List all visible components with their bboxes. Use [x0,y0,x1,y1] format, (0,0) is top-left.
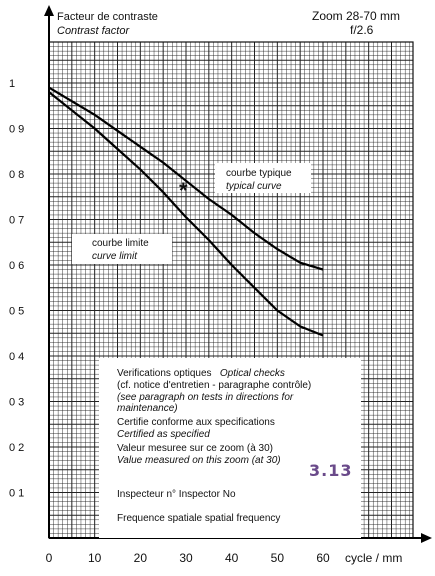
y-tick-label: 1 [9,78,16,90]
y-axis-title-fr: Facteur de contraste [57,11,158,23]
note-value-en: Value measured on this zoom (at 30) [117,455,281,466]
y-tick-label: 0 5 [9,305,25,318]
y-tick-label: 0 9 [9,123,25,136]
limit-curve-label-en: curve limit [92,251,138,262]
x-tick-label: 20 [133,551,148,565]
typical-curve-label-en: typical curve [226,181,282,192]
inspection-note-box [99,358,361,538]
y-tick-label: 0 6 [9,260,25,272]
y-axis-arrow [44,5,54,16]
note-value-fr: Valeur mesuree sur ce zoom (à 30) [117,443,273,454]
typical-curve-label-fr: courbe typique [226,168,292,179]
note-inspector: Inspecteur n° Inspector No [117,489,236,500]
aperture-label: f/2.6 [350,23,374,37]
x-tick-label: 50 [270,551,285,565]
y-tick-label: 0 2 [9,442,25,454]
note-title-fr: Verifications optiques [117,368,212,379]
x-tick-label: 40 [224,551,239,565]
y-tick-label: 0 1 [9,487,25,500]
y-tick-label: 0 4 [9,351,25,363]
x-tick-label: 0 [45,551,53,565]
note-frequency: Frequence spatiale spatial frequency [117,513,281,524]
y-axis-title-en: Contrast factor [57,25,130,37]
measurement-marker: * [179,177,188,203]
note-ref-en-2: maintenance) [117,403,178,414]
x-axis-arrow [421,533,432,543]
note-ref-en-1: (see paragraph on tests in directions for [117,392,294,403]
note-cert-fr: Certifie conforme aux specifications [117,417,275,428]
x-tick-label: 30 [179,551,193,565]
note-optical-checks [117,368,285,379]
y-tick-label: 0 8 [9,169,25,181]
note-ref-fr: (cf. notice d'entretien - paragraphe contrôle) [117,380,312,391]
note-title-en: Optical checks [219,368,285,379]
y-tick-label: 0 7 [9,214,25,227]
note-cert-en: Certified as specified [117,429,210,440]
lens-label: Zoom 28-70 mm [312,9,401,23]
handwritten-measured-value: 3.13 [309,461,353,480]
x-tick-label: 60 [316,551,330,565]
x-tick-label: 10 [87,551,102,565]
limit-curve-label-fr: courbe limite [92,238,149,249]
y-tick-label: 0 3 [9,396,25,409]
x-axis-title: cycle / mm [345,551,403,565]
